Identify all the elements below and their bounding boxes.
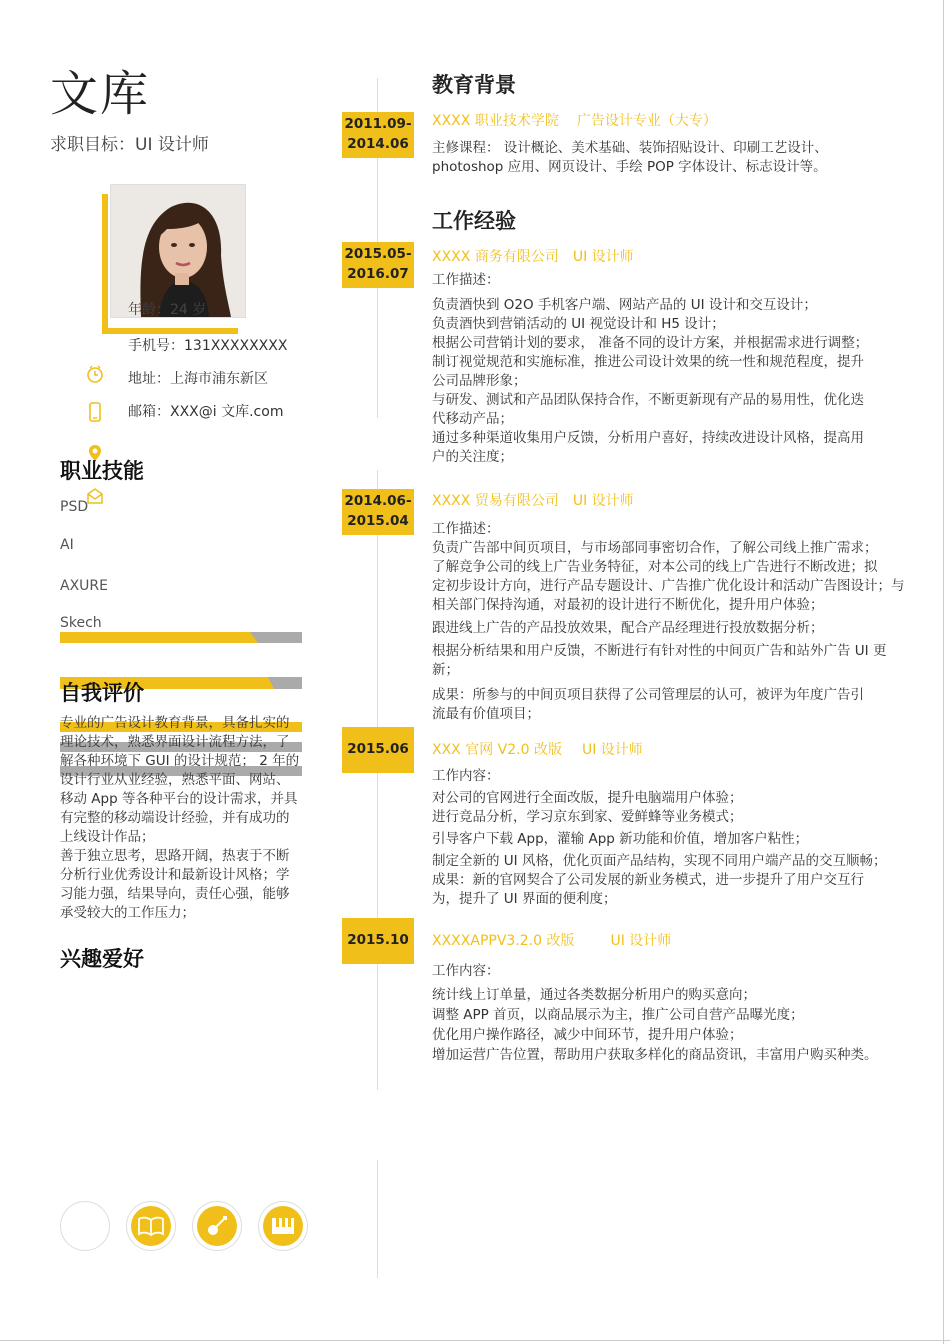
self-eval-line: 解各种环境下 GUI 的设计规范； 2 年的 bbox=[60, 753, 300, 769]
desc-line: 户的关注度； bbox=[432, 449, 513, 465]
self-eval-line: 设计行业从业经验，熟悉平面、网站、 bbox=[60, 772, 290, 788]
timeline-line bbox=[377, 470, 378, 1090]
page-edge-right bbox=[943, 0, 944, 1344]
job4-description bbox=[432, 962, 912, 1065]
date-start: 2015.05- bbox=[344, 246, 412, 262]
company-name: XXXX 商务有限公司 bbox=[432, 249, 559, 265]
education-heading bbox=[432, 110, 717, 130]
desc-line: 根据分析结果和用户反馈，不断进行有针对性的中间页广告和站外广告 UI 更新； bbox=[432, 643, 887, 678]
job2-date bbox=[342, 489, 414, 535]
desc-label: 工作描述： bbox=[432, 272, 500, 288]
skill-ai: AI bbox=[60, 537, 74, 553]
job-target: 求职目标：UI 设计师 bbox=[50, 135, 209, 155]
job1-heading bbox=[432, 246, 634, 266]
course-line: 主修课程： 设计概论、美术基础、装饰招贴设计、印刷工艺设计、 bbox=[432, 140, 828, 156]
education-date bbox=[342, 112, 414, 158]
desc-line: 了解竞争公司的线上广告业务特征，对本公司的线上广告进行不断改进；拟 bbox=[432, 559, 878, 575]
date-start: 2011.09- bbox=[344, 116, 412, 132]
date-end: 2014.06 bbox=[347, 136, 409, 152]
job1-description bbox=[432, 271, 912, 467]
skills-title: 职业技能 bbox=[60, 459, 144, 483]
job4-heading bbox=[432, 930, 671, 950]
self-eval-text bbox=[60, 714, 320, 923]
phone-icon bbox=[89, 402, 101, 426]
skill-axure: AXURE bbox=[60, 578, 108, 594]
skill-skech: Skech bbox=[60, 615, 102, 631]
job2-heading bbox=[432, 490, 634, 510]
self-eval-line: 专业的广告设计教育背景，具备扎实的 bbox=[60, 715, 290, 731]
desc-line: 相关部门保持沟通，对最初的设计进行不断优化，提升用户体验； bbox=[432, 597, 824, 613]
profile-photo bbox=[110, 184, 246, 318]
desc-label: 工作内容： bbox=[432, 963, 500, 979]
hobby-blank-icon bbox=[60, 1201, 110, 1251]
date-end: 2015.04 bbox=[347, 513, 409, 529]
timeline-line bbox=[377, 1160, 378, 1278]
desc-line: 负责酒快到营销活动的 UI 视觉设计和 H5 设计； bbox=[432, 316, 725, 332]
role-name: UI 设计师 bbox=[572, 493, 634, 509]
page-edge-bottom bbox=[0, 1340, 950, 1341]
job3-description bbox=[432, 767, 912, 909]
desc-line: 成果：新的官网契合了公司发展的新业务模式，进一步提升了用户交互行 bbox=[432, 872, 864, 888]
role-name: UI 设计师 bbox=[610, 933, 672, 949]
result-line: 流最有价值项目； bbox=[432, 706, 540, 722]
company-name: XXXXAPPV3.2.0 改版 bbox=[432, 933, 575, 949]
desc-line: 跟进线上广告的产品投放效果，配合产品经理进行投放数据分析； bbox=[432, 620, 824, 636]
desc-line: 负责广告部中间页项目，与市场部同事密切合作，了解公司线上推广需求； bbox=[432, 540, 878, 556]
age-text: 年龄：24 岁 bbox=[128, 302, 207, 318]
mail-icon bbox=[86, 488, 104, 508]
desc-line: 调整 APP 首页，以商品展示为主，推广公司自营产品曝光度； bbox=[432, 1007, 804, 1023]
self-eval-line: 善于独立思考，思路开阔，热衷于不断 bbox=[60, 848, 290, 864]
hobby-guitar-icon bbox=[192, 1201, 242, 1251]
self-eval-line: 移动 App 等各种平台的设计需求，并具 bbox=[60, 791, 298, 807]
desc-line: 与研发、测试和产品团队保持合作，不断更新现有产品的易用性，优化迭 bbox=[432, 392, 864, 408]
candidate-name: 文库 bbox=[50, 66, 151, 122]
desc-line: 公司品牌形象； bbox=[432, 373, 527, 389]
education-title: 教育背景 bbox=[432, 73, 516, 97]
work-title: 工作经验 bbox=[432, 209, 516, 233]
school-name: XXXX 职业技术学院 bbox=[432, 113, 559, 129]
desc-line: 统计线上订单量，通过各类数据分析用户的购买意向； bbox=[432, 987, 756, 1003]
desc-label: 工作描述： bbox=[432, 521, 500, 537]
desc-line: 对公司的官网进行全面改版，提升电脑端用户体验； bbox=[432, 790, 743, 806]
desc-line: 负责酒快到 O2O 手机客户端、网站产品的 UI 设计和交互设计； bbox=[432, 297, 817, 313]
company-name: XXXX 贸易有限公司 bbox=[432, 493, 559, 509]
company-name: XXX 官网 V2.0 改版 bbox=[432, 742, 562, 758]
skill-psd: PSD bbox=[60, 499, 89, 515]
education-courses bbox=[432, 139, 902, 177]
desc-line: 为，提升了 UI 界面的便利度； bbox=[432, 891, 617, 907]
self-eval-line: 习能力强，结果导向，责任心强，能够 bbox=[60, 886, 290, 902]
desc-line: 根据公司营销计划的要求， 准备不同的设计方案，并根据需求进行调整； bbox=[432, 335, 869, 351]
clock-icon bbox=[86, 364, 104, 388]
desc-line: 增加运营广告位置，帮助用户获取多样化的商品资讯，丰富用户购买种类。 bbox=[432, 1047, 878, 1063]
phone-text: 手机号：131XXXXXXXX bbox=[128, 338, 288, 354]
job3-date: 2015.06 bbox=[342, 727, 414, 773]
desc-line: 进行竞品分析，学习京东到家、爱鲜蜂等业务模式； bbox=[432, 809, 743, 825]
skill-bar-1 bbox=[60, 628, 302, 647]
date-start: 2014.06- bbox=[344, 493, 412, 509]
desc-label: 工作内容： bbox=[432, 768, 500, 784]
self-eval-line: 承受较大的工作压力； bbox=[60, 905, 195, 921]
course-line: photoshop 应用、网页设计、手绘 POP 字体设计、标志设计等。 bbox=[432, 159, 827, 175]
self-eval-line: 上线设计作品； bbox=[60, 829, 155, 845]
desc-line: 代移动产品； bbox=[432, 411, 513, 427]
email-text: 邮箱：XXX@i 文库.com bbox=[128, 404, 284, 420]
hobbies-title: 兴趣爱好 bbox=[60, 947, 144, 971]
address-text: 地址：上海市浦东新区 bbox=[128, 371, 268, 387]
hobby-book-icon bbox=[126, 1201, 176, 1251]
self-eval-line: 分析行业优秀设计和最新设计风格；学 bbox=[60, 867, 290, 883]
role-name: UI 设计师 bbox=[581, 742, 643, 758]
desc-line: 制定全新的 UI 风格，优化页面产品结构，实现不同用户端产品的交互顺畅； bbox=[432, 853, 887, 869]
result-line: 成果：所参与的中间页项目获得了公司管理层的认可，被评为年度广告引 bbox=[432, 687, 864, 703]
desc-line: 引导客户下载 App，灌输 App 新功能和价值，增加客户粘性； bbox=[432, 831, 809, 847]
desc-line: 通过多种渠道收集用户反馈，分析用户喜好，持续改进设计风格，提高用 bbox=[432, 430, 864, 446]
job4-date: 2015.10 bbox=[342, 918, 414, 964]
self-eval-title: 自我评价 bbox=[60, 681, 144, 705]
self-eval-line: 有完整的移动端设计经验，并有成功的 bbox=[60, 810, 290, 826]
major-name: 广告设计专业（大专） bbox=[576, 113, 717, 129]
desc-line: 优化用户操作路径，减少中间环节，提升用户体验； bbox=[432, 1027, 743, 1043]
desc-line: 定初步设计方向，进行产品专题设计、广告推广优化设计和活动广告图设计；与 bbox=[432, 578, 905, 594]
hobby-piano-icon bbox=[258, 1201, 308, 1251]
role-name: UI 设计师 bbox=[572, 249, 634, 265]
job2-description bbox=[432, 520, 912, 724]
job1-date bbox=[342, 242, 414, 288]
date-end: 2016.07 bbox=[347, 266, 409, 282]
desc-line: 制订视觉规范和实施标准，推进公司设计效果的统一性和规范程度，提升 bbox=[432, 354, 864, 370]
job3-heading bbox=[432, 739, 643, 759]
self-eval-line: 理论技术，熟悉界面设计流程方法，了 bbox=[60, 734, 290, 750]
